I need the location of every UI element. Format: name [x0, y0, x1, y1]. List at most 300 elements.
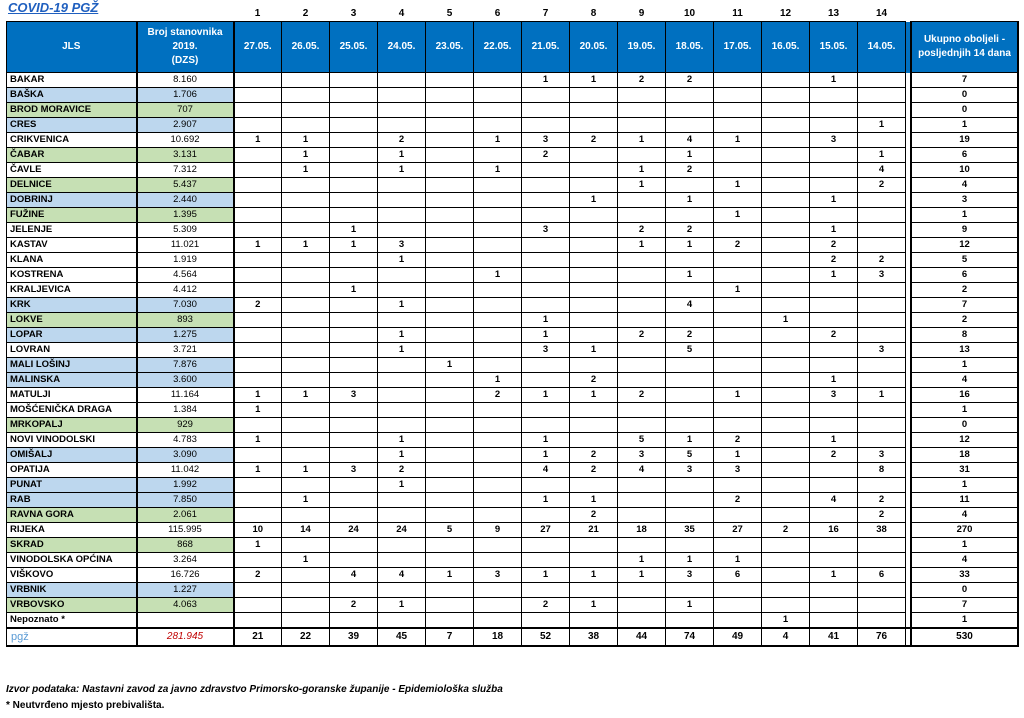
case-count	[474, 433, 522, 448]
case-count	[810, 88, 858, 103]
case-count	[378, 403, 426, 418]
population-value: 3.600	[137, 373, 234, 388]
total-cases: 1	[911, 118, 1018, 133]
case-count	[666, 403, 714, 418]
case-count	[330, 313, 378, 328]
case-count	[378, 613, 426, 629]
case-count	[810, 313, 858, 328]
case-count	[714, 193, 762, 208]
case-count: 1	[714, 178, 762, 193]
table-row	[7, 463, 1019, 478]
case-count	[426, 283, 474, 298]
case-count	[666, 493, 714, 508]
case-count: 1	[714, 208, 762, 223]
case-count: 1	[522, 568, 570, 583]
case-count	[714, 583, 762, 598]
case-count	[474, 313, 522, 328]
case-count	[426, 133, 474, 148]
case-count: 1	[234, 403, 282, 418]
case-count	[762, 88, 810, 103]
case-count	[330, 298, 378, 313]
population-value: 893	[137, 313, 234, 328]
case-count: 5	[666, 343, 714, 358]
total-cases: 4	[911, 508, 1018, 523]
case-count	[810, 283, 858, 298]
table-row	[7, 88, 1019, 103]
case-count	[666, 208, 714, 223]
case-count	[234, 343, 282, 358]
source-note: Izvor podataka: Nastavni zavod za javno zdravstvo Primorsko-goranske županije - Epidemiološka služba	[6, 684, 503, 695]
case-count: 1	[666, 148, 714, 163]
table-row	[7, 268, 1019, 283]
case-count	[762, 103, 810, 118]
municipality-name: MRKOPALJ	[7, 418, 137, 433]
column-header-date: 23.05.	[426, 22, 474, 73]
total-cases: 1	[911, 403, 1018, 418]
case-count	[474, 88, 522, 103]
case-count	[714, 403, 762, 418]
case-count	[762, 223, 810, 238]
case-count	[426, 343, 474, 358]
case-count	[330, 253, 378, 268]
case-count	[282, 103, 330, 118]
case-count: 1	[666, 433, 714, 448]
case-count: 2	[666, 223, 714, 238]
case-count	[618, 583, 666, 598]
case-count	[810, 463, 858, 478]
case-count	[762, 403, 810, 418]
table-row	[7, 103, 1019, 118]
case-count	[330, 418, 378, 433]
case-count: 1	[618, 163, 666, 178]
case-count	[426, 298, 474, 313]
summary-label: pgž	[7, 628, 137, 646]
case-count: 1	[618, 553, 666, 568]
case-count	[234, 88, 282, 103]
case-count: 2	[234, 568, 282, 583]
case-count	[234, 508, 282, 523]
total-cases: 33	[911, 568, 1018, 583]
case-count	[426, 418, 474, 433]
population-value: 8.160	[137, 73, 234, 88]
case-count	[810, 298, 858, 313]
municipality-name: LOPAR	[7, 328, 137, 343]
population-value: 1.992	[137, 478, 234, 493]
case-count	[858, 613, 906, 629]
municipality-name: FUŽINE	[7, 208, 137, 223]
case-count	[570, 148, 618, 163]
day-index: 11	[732, 7, 743, 19]
population-value: 1.384	[137, 403, 234, 418]
case-count	[762, 538, 810, 553]
column-header-date: 21.05.	[522, 22, 570, 73]
case-count	[618, 193, 666, 208]
day-index: 13	[827, 7, 840, 19]
case-count: 1	[714, 133, 762, 148]
case-count	[234, 313, 282, 328]
case-count	[474, 538, 522, 553]
case-count	[858, 433, 906, 448]
case-count	[234, 553, 282, 568]
case-count	[714, 268, 762, 283]
municipality-name: KRALJEVICA	[7, 283, 137, 298]
population-value: 5.309	[137, 223, 234, 238]
case-count	[570, 433, 618, 448]
case-count: 1	[330, 223, 378, 238]
day-index: 2	[302, 7, 309, 19]
case-count	[474, 493, 522, 508]
case-count: 1	[378, 478, 426, 493]
case-count	[282, 358, 330, 373]
case-count	[714, 598, 762, 613]
case-count	[282, 298, 330, 313]
column-header-population	[137, 22, 234, 73]
case-count	[330, 493, 378, 508]
municipality-name: PUNAT	[7, 478, 137, 493]
municipality-name: KASTAV	[7, 238, 137, 253]
case-count	[858, 223, 906, 238]
population-value: 3.090	[137, 448, 234, 463]
case-count	[522, 268, 570, 283]
case-count	[378, 73, 426, 88]
case-count	[714, 148, 762, 163]
case-count	[858, 553, 906, 568]
case-count	[522, 283, 570, 298]
case-count	[858, 208, 906, 223]
case-count	[474, 343, 522, 358]
municipality-name: VRBNIK	[7, 583, 137, 598]
total-cases: 7	[911, 298, 1018, 313]
case-count	[810, 613, 858, 629]
day-index: 5	[446, 7, 453, 19]
case-count	[330, 343, 378, 358]
column-header-date: 20.05.	[570, 22, 618, 73]
case-count	[474, 208, 522, 223]
case-count	[234, 193, 282, 208]
total-cases: 31	[911, 463, 1018, 478]
case-count	[234, 613, 282, 629]
case-count: 4	[330, 568, 378, 583]
total-cases: 2	[911, 283, 1018, 298]
case-count	[666, 478, 714, 493]
case-count: 1	[762, 613, 810, 629]
day-index: 4	[398, 7, 405, 19]
case-count	[762, 118, 810, 133]
case-count: 38	[858, 523, 906, 538]
case-count	[810, 418, 858, 433]
case-count	[714, 613, 762, 629]
case-count	[330, 133, 378, 148]
summary-count: 41	[810, 628, 858, 646]
case-count: 2	[378, 463, 426, 478]
case-count: 2	[858, 253, 906, 268]
case-count: 1	[858, 118, 906, 133]
case-count: 1	[810, 73, 858, 88]
case-count	[810, 553, 858, 568]
case-count	[810, 538, 858, 553]
case-count	[810, 358, 858, 373]
case-count	[426, 448, 474, 463]
total-cases: 9	[911, 223, 1018, 238]
table-row	[7, 448, 1019, 463]
case-count: 2	[570, 463, 618, 478]
population-value: 1.227	[137, 583, 234, 598]
table-row	[7, 523, 1019, 538]
case-count	[858, 418, 906, 433]
summary-total: 530	[911, 628, 1018, 646]
case-count: 1	[282, 553, 330, 568]
case-count	[858, 538, 906, 553]
municipality-name: LOVRAN	[7, 343, 137, 358]
case-count	[426, 583, 474, 598]
case-count	[570, 313, 618, 328]
total-cases: 13	[911, 343, 1018, 358]
case-count	[762, 433, 810, 448]
case-count: 1	[378, 448, 426, 463]
case-count	[426, 613, 474, 629]
case-count: 1	[282, 133, 330, 148]
case-count	[858, 103, 906, 118]
municipality-name: BROD MORAVICE	[7, 103, 137, 118]
day-index-row	[7, 6, 1019, 22]
municipality-name: JELENJE	[7, 223, 137, 238]
case-count: 1	[810, 373, 858, 388]
case-count	[522, 88, 570, 103]
case-count	[618, 313, 666, 328]
population-value: 4.564	[137, 268, 234, 283]
case-count	[714, 73, 762, 88]
case-count: 2	[618, 388, 666, 403]
table-row	[7, 598, 1019, 613]
case-count: 1	[714, 388, 762, 403]
case-count: 1	[618, 178, 666, 193]
case-count: 1	[570, 193, 618, 208]
case-count: 4	[666, 298, 714, 313]
case-count	[282, 193, 330, 208]
case-count	[666, 253, 714, 268]
case-count	[330, 358, 378, 373]
case-count: 1	[570, 568, 618, 583]
case-count	[714, 343, 762, 358]
case-count	[282, 283, 330, 298]
table-row	[7, 328, 1019, 343]
case-count: 2	[618, 73, 666, 88]
municipality-name: KLANA	[7, 253, 137, 268]
case-count	[618, 373, 666, 388]
case-count	[714, 253, 762, 268]
municipality-name: KOSTRENA	[7, 268, 137, 283]
case-count	[570, 238, 618, 253]
case-count	[522, 418, 570, 433]
case-count: 2	[762, 523, 810, 538]
case-count	[618, 148, 666, 163]
case-count	[330, 433, 378, 448]
case-count: 24	[378, 523, 426, 538]
case-count	[474, 358, 522, 373]
case-count	[810, 343, 858, 358]
municipality-name: SKRAD	[7, 538, 137, 553]
case-count	[618, 283, 666, 298]
summary-count: 49	[714, 628, 762, 646]
case-count	[762, 448, 810, 463]
case-count	[474, 463, 522, 478]
case-count	[762, 253, 810, 268]
case-count	[858, 478, 906, 493]
case-count: 1	[330, 283, 378, 298]
case-count: 1	[666, 268, 714, 283]
population-value: 4.412	[137, 283, 234, 298]
total-cases: 0	[911, 88, 1018, 103]
case-count	[570, 298, 618, 313]
case-count: 2	[858, 493, 906, 508]
table-row	[7, 343, 1019, 358]
case-count: 2	[810, 253, 858, 268]
case-count	[810, 508, 858, 523]
case-count	[714, 508, 762, 523]
case-count	[522, 253, 570, 268]
municipality-name: BAŠKA	[7, 88, 137, 103]
case-count	[282, 313, 330, 328]
population-value: 2.907	[137, 118, 234, 133]
case-count	[474, 448, 522, 463]
case-count	[810, 178, 858, 193]
total-cases: 19	[911, 133, 1018, 148]
case-count	[234, 328, 282, 343]
day-index: 1	[254, 7, 261, 19]
municipality-name: DELNICE	[7, 178, 137, 193]
case-count: 2	[666, 73, 714, 88]
case-count	[282, 328, 330, 343]
municipality-name: MALINSKA	[7, 373, 137, 388]
table-row	[7, 193, 1019, 208]
case-count: 6	[858, 568, 906, 583]
case-count	[474, 478, 522, 493]
case-count	[570, 418, 618, 433]
table-row	[7, 208, 1019, 223]
municipality-name: VRBOVSKO	[7, 598, 137, 613]
case-count: 2	[330, 598, 378, 613]
case-count: 1	[666, 598, 714, 613]
case-count	[282, 73, 330, 88]
municipality-name: RAB	[7, 493, 137, 508]
day-index: 8	[590, 7, 597, 19]
table-row	[7, 73, 1019, 88]
municipality-name: ČABAR	[7, 148, 137, 163]
case-count	[762, 328, 810, 343]
case-count	[570, 118, 618, 133]
case-count	[618, 208, 666, 223]
case-count	[474, 178, 522, 193]
case-count	[570, 478, 618, 493]
total-header-line2: posljednjih 14 dana	[918, 48, 1011, 59]
case-count: 1	[282, 463, 330, 478]
case-count	[570, 613, 618, 629]
case-count	[810, 598, 858, 613]
table-row	[7, 133, 1019, 148]
column-header-date: 18.05.	[666, 22, 714, 73]
case-count	[666, 373, 714, 388]
municipality-name: NOVI VINODOLSKI	[7, 433, 137, 448]
population-value: 7.850	[137, 493, 234, 508]
table-row	[7, 538, 1019, 553]
case-count	[282, 373, 330, 388]
table-row	[7, 583, 1019, 598]
case-count: 27	[714, 523, 762, 538]
case-count: 3	[858, 343, 906, 358]
case-count: 1	[762, 313, 810, 328]
population-value: 5.437	[137, 178, 234, 193]
case-count: 2	[714, 493, 762, 508]
case-count	[618, 358, 666, 373]
day-index: 12	[779, 7, 792, 19]
total-cases: 4	[911, 178, 1018, 193]
case-count	[570, 178, 618, 193]
case-count: 1	[474, 163, 522, 178]
summary-count: 21	[234, 628, 282, 646]
case-count: 1	[858, 148, 906, 163]
total-cases: 4	[911, 373, 1018, 388]
municipality-name: MATULJI	[7, 388, 137, 403]
case-count	[330, 553, 378, 568]
total-cases: 270	[911, 523, 1018, 538]
case-count: 3	[858, 448, 906, 463]
case-count: 1	[714, 448, 762, 463]
population-value: 929	[137, 418, 234, 433]
case-count	[858, 598, 906, 613]
case-count	[234, 478, 282, 493]
day-index: 6	[494, 7, 501, 19]
summary-count: 7	[426, 628, 474, 646]
case-count: 1	[810, 568, 858, 583]
case-count	[378, 583, 426, 598]
case-count	[234, 178, 282, 193]
case-count	[282, 268, 330, 283]
case-count	[666, 508, 714, 523]
case-count: 1	[810, 193, 858, 208]
case-count	[570, 358, 618, 373]
total-header-line1: Ukupno oboljeli -	[923, 34, 1006, 45]
case-count	[714, 373, 762, 388]
case-count	[282, 448, 330, 463]
case-count: 1	[474, 133, 522, 148]
table-row	[7, 508, 1019, 523]
case-count	[858, 373, 906, 388]
total-cases: 1	[911, 208, 1018, 223]
case-count	[426, 403, 474, 418]
case-count	[618, 268, 666, 283]
population-value: 11.042	[137, 463, 234, 478]
population-header-line2: 2019.	[172, 41, 198, 52]
total-cases: 16	[911, 388, 1018, 403]
case-count	[714, 328, 762, 343]
case-count	[522, 163, 570, 178]
table-row	[7, 358, 1019, 373]
case-count	[282, 88, 330, 103]
case-count	[666, 358, 714, 373]
case-count	[522, 358, 570, 373]
case-count: 1	[234, 463, 282, 478]
case-count	[426, 223, 474, 238]
municipality-name: DOBRINJ	[7, 193, 137, 208]
case-count	[234, 583, 282, 598]
case-count	[618, 493, 666, 508]
summary-count: 4	[762, 628, 810, 646]
case-count: 4	[522, 463, 570, 478]
total-cases: 3	[911, 193, 1018, 208]
case-count	[378, 268, 426, 283]
case-count	[426, 148, 474, 163]
case-count: 9	[474, 523, 522, 538]
